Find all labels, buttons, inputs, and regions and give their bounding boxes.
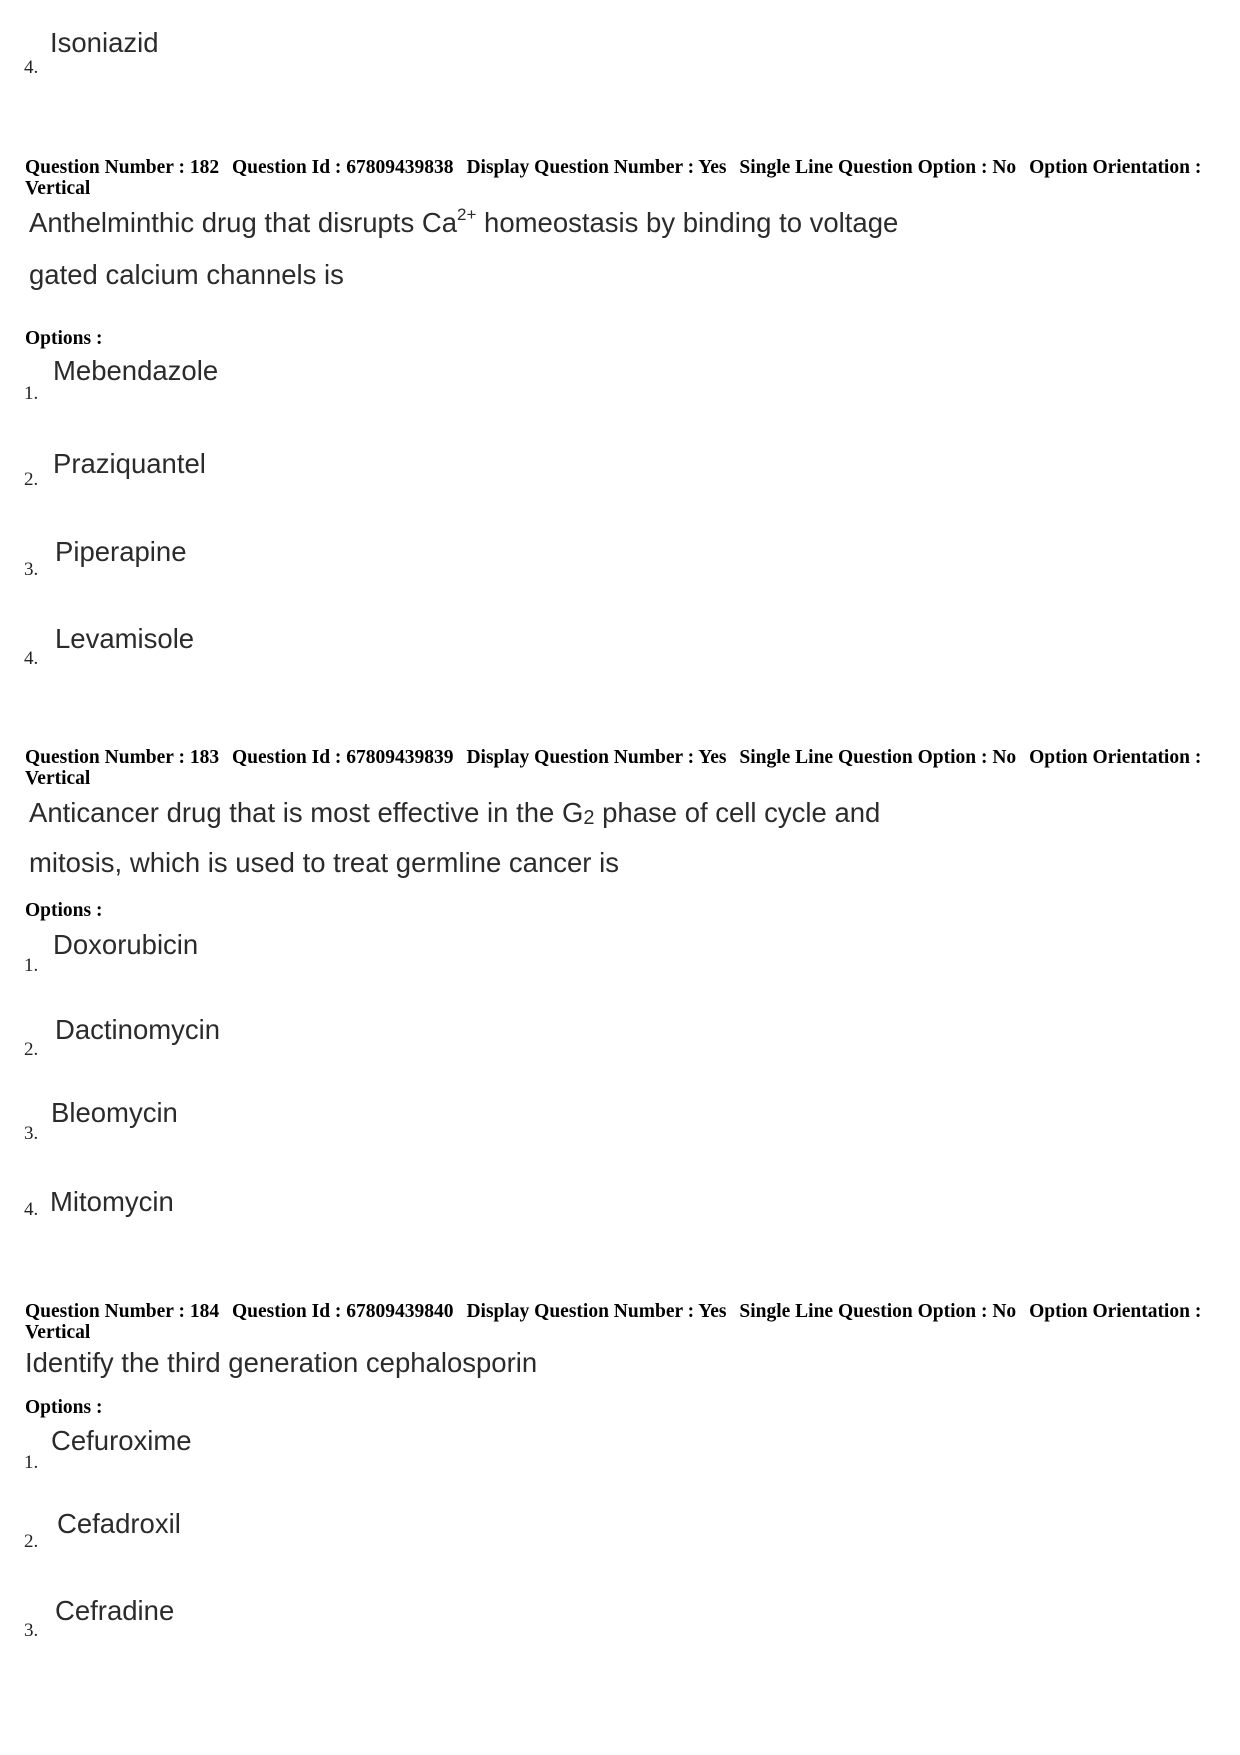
option-text: Praziquantel [53,448,206,479]
carryover-option-number: 4. [24,57,39,78]
question-id: Question Id : 67809439838 [231,157,454,178]
options-label: Options : [25,900,103,921]
option-number: 4. [24,1199,39,1220]
option-text: Cefuroxime [51,1425,192,1456]
option-text: Piperapine [55,536,187,567]
question-number: Question Number : 182 [25,157,220,178]
option-text: Doxorubicin [53,929,199,960]
subscript-phase: 2 [583,807,595,829]
option-text: Mebendazole [53,355,219,386]
option-text: Cefradine [55,1595,175,1626]
option-number: 4. [24,648,39,669]
option-number: 2. [24,1531,39,1552]
question-id: Question Id : 67809439839 [231,747,454,768]
display-question-number: Display Question Number : Yes [466,1301,727,1322]
option-orientation: Option Orientation : Vertical [25,747,1202,789]
carryover-option-text: Isoniazid [50,27,159,58]
option-number: 3. [24,559,39,580]
option-text: Bleomycin [51,1097,178,1128]
display-question-number: Display Question Number : Yes [466,157,727,178]
option-number: 1. [24,383,39,404]
superscript-charge: 2+ [457,205,477,224]
options-label: Options : [25,1397,103,1418]
option-text: Mitomycin [50,1186,174,1217]
option-text: Levamisole [55,623,195,654]
option-number: 3. [24,1123,39,1144]
option-number: 2. [24,469,39,490]
option-orientation: Option Orientation : Vertical [25,157,1202,199]
question-text-line-2: mitosis, which is used to treat germline cancer is [29,847,619,878]
question-meta [25,747,1215,789]
question-text-part: homeostasis by binding to voltage [476,207,899,238]
question-number: Question Number : 184 [25,1301,220,1322]
option-text: Dactinomycin [55,1014,221,1045]
question-number: Question Number : 183 [25,747,220,768]
option-number: 1. [24,1452,39,1473]
option-text: Cefadroxil [57,1508,181,1539]
display-question-number: Display Question Number : Yes [466,747,727,768]
single-line-option: Single Line Question Option : No [739,1301,1017,1322]
question-id: Question Id : 67809439840 [231,1301,454,1322]
question-text-part: Anticancer drug that is most effective in the G [29,797,584,828]
single-line-option: Single Line Question Option : No [739,157,1017,178]
question-text-line-2: gated calcium channels is [29,259,344,290]
option-orientation: Option Orientation : Vertical [25,1301,1202,1343]
option-number: 3. [24,1620,39,1641]
question-meta [25,1301,1215,1343]
question-text-line-1 [29,207,898,239]
options-label: Options : [25,328,103,349]
option-number: 2. [24,1039,39,1060]
question-meta [25,157,1215,199]
single-line-option: Single Line Question Option : No [739,747,1017,768]
question-text-line-1: Identify the third generation cephalosporin [25,1347,538,1378]
question-text-part: phase of cell cycle and [594,797,881,828]
question-text-part: Anthelminthic drug that disrupts Ca [29,207,457,238]
question-text-line-1 [29,797,880,829]
option-number: 1. [24,955,39,976]
